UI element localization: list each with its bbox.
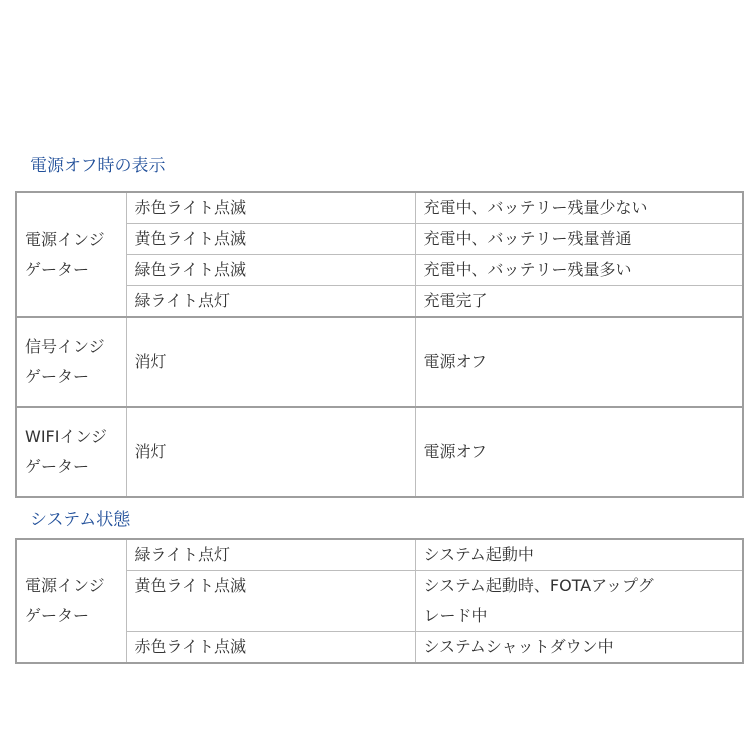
table-row [16,192,743,224]
table-row [16,632,743,664]
light-state-cell: 黄色ライト点滅 [126,571,415,632]
section-title-power-off: 電源オフ時の表示 [30,156,166,176]
light-state-cell: 緑色ライト点滅 [126,255,415,286]
indicator-label-signal [16,317,126,407]
light-state-cell: 緑ライト点灯 [126,286,415,318]
indicator-label-power [16,192,126,317]
label-line: 信号インジ [25,337,105,356]
label-line: ゲーター [25,606,90,625]
status-cell: 充電中、バッテリー残量多い [415,255,743,286]
status-cell: 充電完了 [415,286,743,318]
label-line: ゲーター [25,367,90,386]
status-line: システム起動時、FOTAアップグ [423,576,654,595]
indicator-label-power [16,539,126,663]
section-title-system-state: システム状態 [30,510,131,530]
table-row [16,407,743,497]
table-row [16,571,743,632]
status-cell: システムシャットダウン中 [415,632,743,664]
system-state-indicator-table [15,538,744,664]
label-line: ゲーター [25,259,90,279]
indicator-label-wifi [16,407,126,497]
label-line: 電源インジ [25,229,105,249]
status-cell [415,571,743,632]
label-line: 電源インジ [25,576,105,595]
status-cell: 電源オフ [415,407,743,497]
label-line: WIFIインジ [25,427,108,446]
light-state-cell: 緑ライト点灯 [126,539,415,571]
table-row [16,317,743,407]
status-cell: 充電中、バッテリー残量普通 [415,224,743,255]
label-line: ゲーター [25,457,90,476]
table-row [16,255,743,286]
light-state-cell: 消灯 [126,407,415,497]
power-off-indicator-table [15,191,744,498]
status-cell: 電源オフ [415,317,743,407]
status-line: レード中 [423,606,488,625]
light-state-cell: 黄色ライト点滅 [126,224,415,255]
status-cell: システム起動中 [415,539,743,571]
light-state-cell: 消灯 [126,317,415,407]
light-state-cell: 赤色ライト点滅 [126,632,415,664]
status-cell: 充電中、バッテリー残量少ない [415,192,743,224]
table-row [16,224,743,255]
light-state-cell: 赤色ライト点滅 [126,192,415,224]
table-row [16,286,743,318]
table-row [16,539,743,571]
